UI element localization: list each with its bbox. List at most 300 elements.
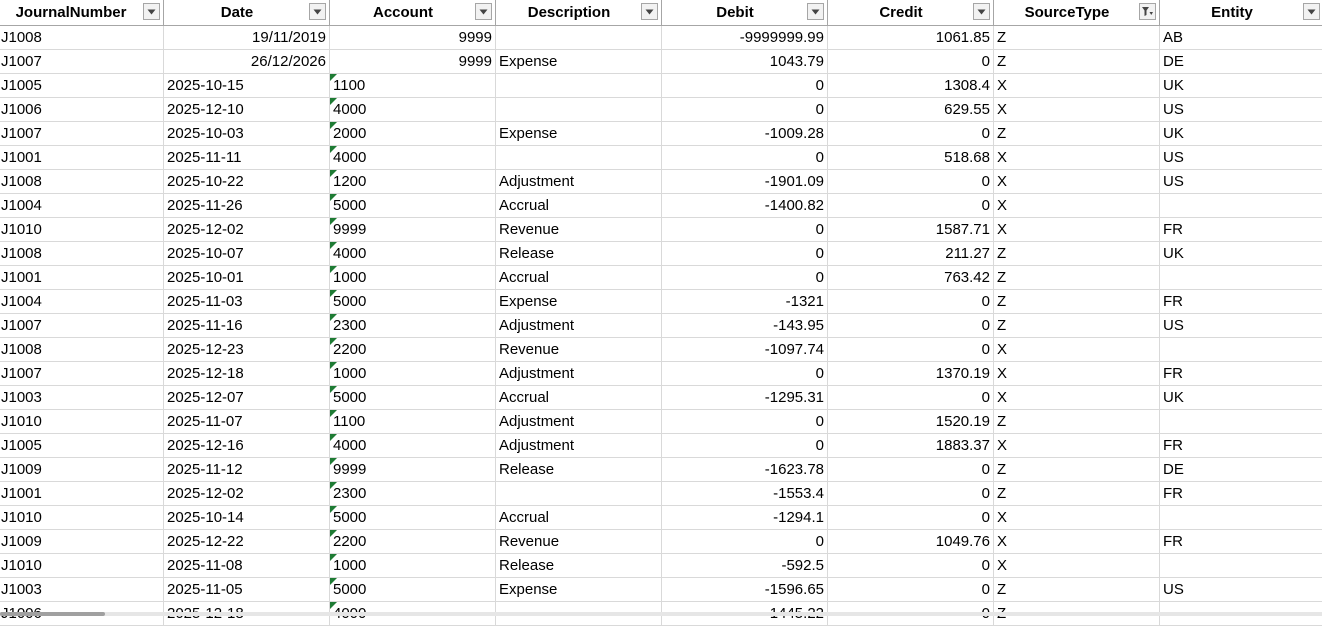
cell-entity[interactable] (1160, 170, 1322, 193)
cell-account[interactable] (330, 386, 496, 409)
cell-date[interactable] (164, 242, 330, 265)
cell-credit[interactable] (828, 26, 994, 49)
cell-value: DE (1163, 53, 1184, 70)
table-row (0, 74, 1322, 98)
cell-debit[interactable] (662, 50, 828, 73)
cell-debit[interactable] (662, 98, 828, 121)
cell-value: 2000 (333, 125, 367, 142)
cell-description[interactable] (496, 98, 662, 121)
cell-value: -9999999.99 (739, 29, 824, 46)
cell-journalnumber[interactable] (0, 122, 164, 145)
cell-date[interactable] (164, 482, 330, 505)
cell-entity[interactable] (1160, 530, 1322, 553)
cell-entity[interactable] (1160, 314, 1322, 337)
cell-sourcetype[interactable] (994, 482, 1160, 505)
cell-value: X (997, 221, 1008, 238)
cell-value: 2025-10-03 (167, 125, 244, 142)
cell-sourcetype[interactable] (994, 242, 1160, 265)
cell-value: 9999 (458, 29, 492, 46)
cell-date[interactable] (164, 506, 330, 529)
cell-description[interactable] (496, 146, 662, 169)
cell-journalnumber[interactable] (0, 26, 164, 49)
cell-entity[interactable] (1160, 434, 1322, 457)
cell-value: 1308.4 (944, 77, 990, 94)
cell-credit[interactable] (828, 242, 994, 265)
cell-value: 2025-11-07 (167, 413, 243, 430)
cell-description[interactable] (496, 50, 662, 73)
error-indicator-icon[interactable] (330, 434, 337, 441)
cell-description[interactable] (496, 362, 662, 385)
cell-sourcetype[interactable] (994, 458, 1160, 481)
cell-credit[interactable] (828, 170, 994, 193)
cell-entity[interactable] (1160, 458, 1322, 481)
error-indicator-icon[interactable] (330, 362, 337, 369)
cell-journalnumber[interactable] (0, 530, 164, 553)
error-indicator-icon[interactable] (330, 74, 337, 81)
cell-date[interactable] (164, 122, 330, 145)
cell-debit[interactable] (662, 554, 828, 577)
cell-debit[interactable] (662, 266, 828, 289)
cell-description[interactable] (496, 554, 662, 577)
cell-entity[interactable] (1160, 410, 1322, 433)
error-indicator-icon[interactable] (330, 458, 337, 465)
error-indicator-icon[interactable] (330, 242, 337, 249)
column-header-description[interactable] (496, 0, 662, 25)
cell-credit[interactable] (828, 74, 994, 97)
cell-credit[interactable] (828, 578, 994, 601)
cell-value: X (997, 509, 1008, 526)
cell-description[interactable] (496, 194, 662, 217)
cell-debit[interactable] (662, 386, 828, 409)
error-indicator-icon[interactable] (330, 266, 337, 273)
error-indicator-icon[interactable] (330, 122, 337, 129)
error-indicator-icon[interactable] (330, 506, 337, 513)
cell-date[interactable] (164, 194, 330, 217)
cell-journalnumber[interactable] (0, 458, 164, 481)
cell-date[interactable] (164, 314, 330, 337)
cell-value: -1596.65 (764, 581, 824, 598)
cell-credit[interactable] (828, 50, 994, 73)
cell-value: J1008 (1, 29, 42, 46)
error-indicator-icon[interactable] (330, 218, 337, 225)
cell-entity[interactable] (1160, 362, 1322, 385)
cell-description[interactable] (496, 26, 662, 49)
cell-sourcetype[interactable] (994, 122, 1160, 145)
cell-journalnumber[interactable] (0, 170, 164, 193)
cell-credit[interactable] (828, 530, 994, 553)
filter-dropdown-icon[interactable] (1303, 3, 1320, 20)
cell-account[interactable] (330, 338, 496, 361)
cell-journalnumber[interactable] (0, 146, 164, 169)
cell-value: J1009 (1, 533, 42, 550)
cell-value: J1001 (1, 149, 42, 166)
cell-entity[interactable] (1160, 338, 1322, 361)
error-indicator-icon[interactable] (330, 530, 337, 537)
cell-value: Adjustment (499, 437, 575, 454)
cell-date[interactable] (164, 146, 330, 169)
cell-debit[interactable] (662, 458, 828, 481)
column-header-label: Date (220, 4, 254, 21)
table-row (0, 530, 1322, 554)
cell-date[interactable] (164, 170, 330, 193)
cell-account[interactable] (330, 170, 496, 193)
column-header-debit[interactable] (662, 0, 828, 25)
cell-description[interactable] (496, 458, 662, 481)
cell-account[interactable] (330, 266, 496, 289)
cell-credit[interactable] (828, 458, 994, 481)
cell-credit[interactable] (828, 122, 994, 145)
cell-debit[interactable] (662, 170, 828, 193)
cell-credit[interactable] (828, 554, 994, 577)
cell-entity[interactable] (1160, 290, 1322, 313)
cell-credit[interactable] (828, 98, 994, 121)
cell-entity[interactable] (1160, 554, 1322, 577)
cell-description[interactable] (496, 218, 662, 241)
cell-description[interactable] (496, 482, 662, 505)
cell-value: Accrual (499, 509, 550, 526)
cell-credit[interactable] (828, 362, 994, 385)
cell-description[interactable] (496, 266, 662, 289)
cell-value: X (997, 437, 1008, 454)
cell-debit[interactable] (662, 410, 828, 433)
cell-account[interactable] (330, 362, 496, 385)
cell-value: 2025-11-08 (167, 557, 243, 574)
cell-journalnumber[interactable] (0, 338, 164, 361)
scrollbar-thumb[interactable] (0, 612, 105, 616)
cell-account[interactable] (330, 458, 496, 481)
filter-dropdown-icon[interactable] (475, 3, 492, 20)
cell-debit[interactable] (662, 362, 828, 385)
table-row (0, 578, 1322, 602)
cell-entity[interactable] (1160, 26, 1322, 49)
column-header-journalnumber[interactable] (0, 0, 164, 25)
cell-value: 2200 (333, 533, 367, 550)
cell-description[interactable] (496, 290, 662, 313)
cell-debit[interactable] (662, 482, 828, 505)
cell-date[interactable] (164, 434, 330, 457)
cell-description[interactable] (496, 122, 662, 145)
cell-account[interactable] (330, 122, 496, 145)
cell-value: 0 (981, 581, 990, 598)
cell-account[interactable] (330, 482, 496, 505)
cell-value: FR (1163, 437, 1183, 454)
cell-account[interactable] (330, 530, 496, 553)
cell-sourcetype[interactable] (994, 170, 1160, 193)
cell-value: J1001 (1, 269, 42, 286)
cell-sourcetype[interactable] (994, 218, 1160, 241)
cell-journalnumber[interactable] (0, 218, 164, 241)
cell-sourcetype[interactable] (994, 50, 1160, 73)
error-indicator-icon[interactable] (330, 314, 337, 321)
cell-journalnumber[interactable] (0, 74, 164, 97)
cell-value: J1003 (1, 581, 42, 598)
cell-entity[interactable] (1160, 74, 1322, 97)
cell-value: Z (997, 461, 1007, 478)
cell-entity[interactable] (1160, 242, 1322, 265)
cell-journalnumber[interactable] (0, 290, 164, 313)
cell-description[interactable] (496, 74, 662, 97)
cell-value: AB (1163, 29, 1184, 46)
cell-debit[interactable] (662, 530, 828, 553)
cell-value: J1003 (1, 389, 42, 406)
error-indicator-icon[interactable] (330, 290, 337, 297)
cell-debit[interactable] (662, 218, 828, 241)
table-row (0, 218, 1322, 242)
cell-credit[interactable] (828, 434, 994, 457)
cell-sourcetype[interactable] (994, 146, 1160, 169)
cell-entity[interactable] (1160, 218, 1322, 241)
cell-journalnumber[interactable] (0, 98, 164, 121)
cell-value: Release (499, 461, 555, 478)
cell-value: 0 (981, 53, 990, 70)
error-indicator-icon[interactable] (330, 386, 337, 393)
cell-credit[interactable] (828, 482, 994, 505)
cell-sourcetype[interactable] (994, 98, 1160, 121)
cell-sourcetype[interactable] (994, 290, 1160, 313)
cell-date[interactable] (164, 50, 330, 73)
cell-account[interactable] (330, 314, 496, 337)
cell-account[interactable] (330, 194, 496, 217)
error-indicator-icon[interactable] (330, 146, 337, 153)
cell-account[interactable] (330, 578, 496, 601)
cell-sourcetype[interactable] (994, 314, 1160, 337)
cell-value: Z (997, 125, 1007, 142)
filter-dropdown-icon[interactable] (973, 3, 990, 20)
cell-journalnumber[interactable] (0, 578, 164, 601)
cell-journalnumber[interactable] (0, 242, 164, 265)
column-header-sourcetype[interactable] (994, 0, 1160, 25)
column-header-label: Description (527, 4, 611, 21)
cell-value: Z (997, 53, 1007, 70)
cell-journalnumber[interactable] (0, 554, 164, 577)
cell-sourcetype[interactable] (994, 26, 1160, 49)
cell-value: 0 (981, 509, 990, 526)
cell-journalnumber[interactable] (0, 482, 164, 505)
cell-date[interactable] (164, 554, 330, 577)
cell-value: 1100 (333, 77, 366, 94)
cell-account[interactable] (330, 74, 496, 97)
cell-sourcetype[interactable] (994, 362, 1160, 385)
cell-entity[interactable] (1160, 266, 1322, 289)
cell-description[interactable] (496, 338, 662, 361)
cell-account[interactable] (330, 242, 496, 265)
cell-credit[interactable] (828, 218, 994, 241)
cell-credit[interactable] (828, 410, 994, 433)
cell-debit[interactable] (662, 506, 828, 529)
cell-date[interactable] (164, 410, 330, 433)
cell-value: 0 (981, 461, 990, 478)
cell-value: -1553.4 (773, 485, 824, 502)
cell-debit[interactable] (662, 290, 828, 313)
error-indicator-icon[interactable] (330, 578, 337, 585)
cell-entity[interactable] (1160, 506, 1322, 529)
cell-account[interactable] (330, 26, 496, 49)
cell-entity[interactable] (1160, 194, 1322, 217)
cell-sourcetype[interactable] (994, 434, 1160, 457)
cell-sourcetype[interactable] (994, 410, 1160, 433)
cell-date[interactable] (164, 362, 330, 385)
cell-date[interactable] (164, 218, 330, 241)
cell-credit[interactable] (828, 266, 994, 289)
cell-account[interactable] (330, 554, 496, 577)
cell-date[interactable] (164, 98, 330, 121)
cell-value: Z (997, 485, 1007, 502)
cell-journalnumber[interactable] (0, 386, 164, 409)
cell-account[interactable] (330, 434, 496, 457)
cell-credit[interactable] (828, 290, 994, 313)
cell-value: 1883.37 (935, 437, 990, 454)
cell-value: 2025-12-18 (167, 365, 244, 382)
cell-credit[interactable] (828, 314, 994, 337)
cell-date[interactable] (164, 338, 330, 361)
cell-account[interactable] (330, 410, 496, 433)
error-indicator-icon[interactable] (330, 338, 337, 345)
cell-entity[interactable] (1160, 482, 1322, 505)
cell-account[interactable] (330, 98, 496, 121)
cell-description[interactable] (496, 434, 662, 457)
cell-value: J1008 (1, 173, 42, 190)
cell-journalnumber[interactable] (0, 50, 164, 73)
cell-value: FR (1163, 293, 1183, 310)
cell-journalnumber[interactable] (0, 314, 164, 337)
table-row (0, 482, 1322, 506)
cell-journalnumber[interactable] (0, 410, 164, 433)
error-indicator-icon[interactable] (330, 170, 337, 177)
cell-journalnumber[interactable] (0, 506, 164, 529)
cell-debit[interactable] (662, 26, 828, 49)
cell-date[interactable] (164, 26, 330, 49)
column-header-date[interactable] (164, 0, 330, 25)
cell-credit[interactable] (828, 386, 994, 409)
cell-description[interactable] (496, 506, 662, 529)
cell-journalnumber[interactable] (0, 434, 164, 457)
cell-credit[interactable] (828, 506, 994, 529)
cell-debit[interactable] (662, 122, 828, 145)
cell-value: -592.5 (781, 557, 824, 574)
cell-account[interactable] (330, 146, 496, 169)
cell-entity[interactable] (1160, 98, 1322, 121)
cell-date[interactable] (164, 266, 330, 289)
cell-account[interactable] (330, 50, 496, 73)
cell-value: Revenue (499, 341, 560, 358)
cell-value: 2025-12-02 (167, 221, 244, 238)
cell-value: -1623.78 (764, 461, 824, 478)
cell-description[interactable] (496, 386, 662, 409)
cell-date[interactable] (164, 386, 330, 409)
cell-description[interactable] (496, 530, 662, 553)
cell-value: 2025-12-16 (167, 437, 244, 454)
cell-journalnumber[interactable] (0, 194, 164, 217)
cell-sourcetype[interactable] (994, 506, 1160, 529)
cell-account[interactable] (330, 506, 496, 529)
cell-entity[interactable] (1160, 122, 1322, 145)
cell-value: J1007 (1, 125, 42, 142)
cell-journalnumber[interactable] (0, 266, 164, 289)
cell-description[interactable] (496, 242, 662, 265)
cell-description[interactable] (496, 314, 662, 337)
cell-sourcetype[interactable] (994, 530, 1160, 553)
cell-description[interactable] (496, 410, 662, 433)
cell-date[interactable] (164, 74, 330, 97)
cell-value: 1200 (333, 173, 367, 190)
cell-value: J1006 (1, 101, 42, 118)
cell-debit[interactable] (662, 314, 828, 337)
column-header-label: SourceType (1024, 4, 1110, 21)
error-indicator-icon[interactable] (330, 482, 337, 489)
cell-sourcetype[interactable] (994, 74, 1160, 97)
cell-value: 2300 (333, 485, 367, 502)
error-indicator-icon[interactable] (330, 554, 337, 561)
filter-dropdown-icon[interactable] (143, 3, 160, 20)
cell-value: J1010 (1, 413, 42, 430)
cell-sourcetype[interactable] (994, 266, 1160, 289)
cell-sourcetype[interactable] (994, 194, 1160, 217)
cell-credit[interactable] (828, 194, 994, 217)
cell-value: 0 (815, 221, 824, 238)
cell-account[interactable] (330, 290, 496, 313)
cell-entity[interactable] (1160, 578, 1322, 601)
column-header-entity[interactable] (1160, 0, 1322, 25)
cell-value: 2025-10-15 (167, 77, 244, 94)
cell-debit[interactable] (662, 578, 828, 601)
filter-dropdown-icon[interactable] (807, 3, 824, 20)
table-row (0, 554, 1322, 578)
table-row (0, 26, 1322, 50)
cell-sourcetype[interactable] (994, 578, 1160, 601)
cell-date[interactable] (164, 530, 330, 553)
cell-value: UK (1163, 245, 1184, 262)
error-indicator-icon[interactable] (330, 98, 337, 105)
column-header-label: Credit (879, 4, 923, 21)
cell-value: X (997, 533, 1008, 550)
cell-debit[interactable] (662, 434, 828, 457)
cell-value: 2025-11-12 (167, 461, 243, 478)
cell-value: 2025-11-16 (167, 317, 243, 334)
filter-dropdown-icon[interactable] (641, 3, 658, 20)
column-header-account[interactable] (330, 0, 496, 25)
cell-date[interactable] (164, 578, 330, 601)
cell-sourcetype[interactable] (994, 338, 1160, 361)
cell-credit[interactable] (828, 146, 994, 169)
horizontal-scrollbar[interactable] (0, 612, 1322, 616)
cell-entity[interactable] (1160, 386, 1322, 409)
filter-dropdown-icon[interactable] (309, 3, 326, 20)
cell-value: J1004 (1, 293, 42, 310)
error-indicator-icon[interactable] (330, 602, 337, 609)
error-indicator-icon[interactable] (330, 410, 337, 417)
cell-debit[interactable] (662, 194, 828, 217)
cell-value: -1400.82 (764, 197, 824, 214)
cell-sourcetype[interactable] (994, 554, 1160, 577)
cell-date[interactable] (164, 458, 330, 481)
cell-debit[interactable] (662, 242, 828, 265)
cell-debit[interactable] (662, 74, 828, 97)
column-header-credit[interactable] (828, 0, 994, 25)
cell-description[interactable] (496, 170, 662, 193)
cell-account[interactable] (330, 218, 496, 241)
cell-debit[interactable] (662, 146, 828, 169)
cell-credit[interactable] (828, 338, 994, 361)
error-indicator-icon[interactable] (330, 194, 337, 201)
cell-entity[interactable] (1160, 50, 1322, 73)
cell-journalnumber[interactable] (0, 362, 164, 385)
cell-description[interactable] (496, 578, 662, 601)
cell-debit[interactable] (662, 338, 828, 361)
cell-date[interactable] (164, 290, 330, 313)
filter-active-icon[interactable] (1139, 3, 1156, 20)
cell-entity[interactable] (1160, 146, 1322, 169)
cell-sourcetype[interactable] (994, 386, 1160, 409)
